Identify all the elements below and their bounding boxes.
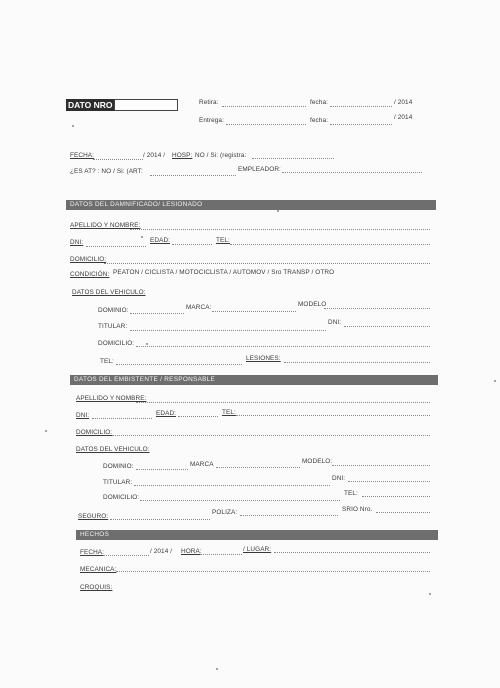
fecha-label: FECHA:	[70, 152, 95, 159]
scan-speck	[72, 125, 74, 127]
lesiones-label: LESIONES:	[246, 355, 281, 362]
emb-tel-label: TEL:	[222, 409, 236, 416]
dominio-label: DOMINIO:	[98, 307, 129, 314]
tel-field[interactable]	[230, 244, 430, 245]
year1-label: / 2014	[394, 99, 413, 106]
dni2-field[interactable]	[344, 326, 430, 327]
emb-edad-label: EDAD:	[156, 410, 177, 417]
hosp-label: HOSP:	[172, 152, 193, 159]
dato-nro-badge: DATO NRO	[66, 99, 116, 111]
domicilio-field[interactable]	[104, 263, 430, 264]
lugar-field[interactable]	[274, 552, 430, 553]
tel-label: TEL:	[216, 237, 230, 244]
hora-label: HORA:	[181, 548, 202, 555]
seguro-field[interactable]	[110, 519, 210, 520]
dominio-field[interactable]	[130, 313, 184, 314]
section-bar-hechos: HECHOS	[76, 530, 438, 540]
lesiones-field[interactable]	[284, 362, 430, 363]
hosp-options: NO / Si: (registra:	[195, 152, 247, 159]
hora-field[interactable]	[200, 554, 242, 555]
marca-label: MARCA:	[186, 304, 212, 311]
emb-dni-label: DNI:	[76, 412, 90, 419]
emb-marca-field[interactable]	[216, 467, 300, 468]
emb-dominio-field[interactable]	[136, 469, 188, 470]
emb-apellido-label: APELLIDO Y NOMBRE:	[76, 395, 147, 402]
titular-label: TITULAR:	[98, 323, 128, 330]
emb-dni2-label: DNI:	[332, 475, 346, 482]
emb-dni2-field[interactable]	[348, 481, 430, 482]
year2-label: / 2014	[394, 114, 413, 121]
poliza-label: POLIZA:	[212, 509, 238, 516]
mecanica-label: MECANICA:	[80, 566, 117, 573]
emb-edad-field[interactable]	[178, 416, 218, 417]
retira-field[interactable]	[222, 106, 306, 107]
emb-vehiculo-label: DATOS DEL VEHICULO:	[76, 446, 150, 453]
lugar-label: / LUGAR:	[243, 546, 272, 553]
emb-tel2-field[interactable]	[362, 496, 430, 497]
art-field[interactable]	[150, 175, 236, 176]
titular-field[interactable]	[130, 330, 326, 331]
empleador-label: EMPLEADOR:	[238, 166, 281, 173]
poliza-field[interactable]	[240, 515, 338, 516]
edad-label: EDAD:	[150, 237, 171, 244]
scan-speck	[141, 236, 143, 238]
srio-field[interactable]	[376, 512, 430, 513]
emb-tel2-label: TEL:	[344, 490, 358, 497]
scan-speck	[494, 380, 496, 382]
emb-dni-field[interactable]	[92, 418, 152, 419]
domicilio2-label: DOMICILIO:	[98, 340, 135, 347]
emb-apellido-field[interactable]	[136, 402, 430, 403]
hechos-year: / 2014 /	[150, 548, 173, 555]
emb-domicilio2-label: DOMICILIO:	[103, 494, 140, 501]
apellido-label: APELLIDO Y NOMBRE:	[70, 222, 141, 229]
vehiculo-label: DATOS DEL VEHICULO:	[72, 289, 146, 296]
srio-label: SRIO Nro.	[342, 506, 373, 513]
section-bar-embistente: DATOS DEL EMBISTENTE / RESPONSABLE	[70, 375, 438, 385]
fecha1-label: fecha:	[310, 99, 329, 106]
es-at-label: ¿ES AT? : NO / Si: (ART:	[70, 168, 143, 175]
emb-domicilio-field[interactable]	[112, 435, 430, 436]
modelo-field[interactable]	[324, 308, 430, 309]
scan-speck	[277, 210, 279, 212]
hosp-field[interactable]	[252, 158, 334, 159]
entrega-label: Entrega:	[199, 117, 224, 124]
retira-label: Retira:	[199, 99, 219, 106]
scan-speck	[429, 593, 431, 595]
edad-field[interactable]	[172, 244, 212, 245]
empleador-field[interactable]	[282, 172, 422, 173]
emb-titular-label: TITULAR:	[103, 479, 133, 486]
section-bar-damnificado: DATOS DEL DAMNIFICADO/ LESIONADO	[66, 200, 436, 210]
emb-dominio-label: DOMINIO:	[103, 463, 134, 470]
fecha2-field[interactable]	[330, 124, 392, 125]
dni-label: DNI:	[70, 239, 84, 246]
entrega-field[interactable]	[226, 124, 306, 125]
emb-modelo-field[interactable]	[332, 465, 430, 466]
tel2-label: TEL:	[100, 358, 114, 365]
domicilio-label: DOMICILIO:	[70, 256, 107, 263]
emb-domicilio2-field[interactable]	[140, 500, 340, 501]
marca-field[interactable]	[212, 311, 296, 312]
tel2-field[interactable]	[116, 364, 242, 365]
fecha1-field[interactable]	[330, 106, 392, 107]
emb-marca-label: MARCA	[190, 461, 214, 468]
condicion-options: PEATON / CICLISTA / MOTOCICLISTA / AUTOMOV / Sro TRANSP / OTRO	[113, 269, 335, 276]
dni-field[interactable]	[86, 246, 146, 247]
scan-speck	[146, 343, 148, 345]
emb-titular-field[interactable]	[134, 485, 330, 486]
modelo-label: MODELO	[298, 301, 327, 308]
domicilio2-field[interactable]	[136, 346, 430, 347]
hechos-fecha-field[interactable]	[103, 555, 149, 556]
emb-tel-field[interactable]	[236, 415, 430, 416]
scan-speck	[216, 668, 218, 670]
croquis-label: CROQUIS:	[80, 584, 113, 591]
dni2-label: DNI:	[328, 319, 342, 326]
seguro-label: SEGURO:	[78, 513, 109, 520]
hechos-fecha-label: FECHA:	[80, 549, 105, 556]
fecha-year: / 2014 /	[143, 152, 166, 159]
mecanica-field[interactable]	[116, 571, 430, 572]
apellido-field[interactable]	[130, 229, 430, 230]
emb-domicilio-label: DOMICILIO:	[76, 429, 113, 436]
condicion-label: CONDICIÓN:	[70, 271, 110, 278]
dato-nro-field[interactable]	[114, 99, 178, 111]
scan-speck	[45, 430, 47, 432]
fecha-field[interactable]	[93, 159, 143, 160]
fecha2-label: fecha:	[310, 117, 329, 124]
emb-modelo-label: MODELO:	[302, 458, 333, 465]
